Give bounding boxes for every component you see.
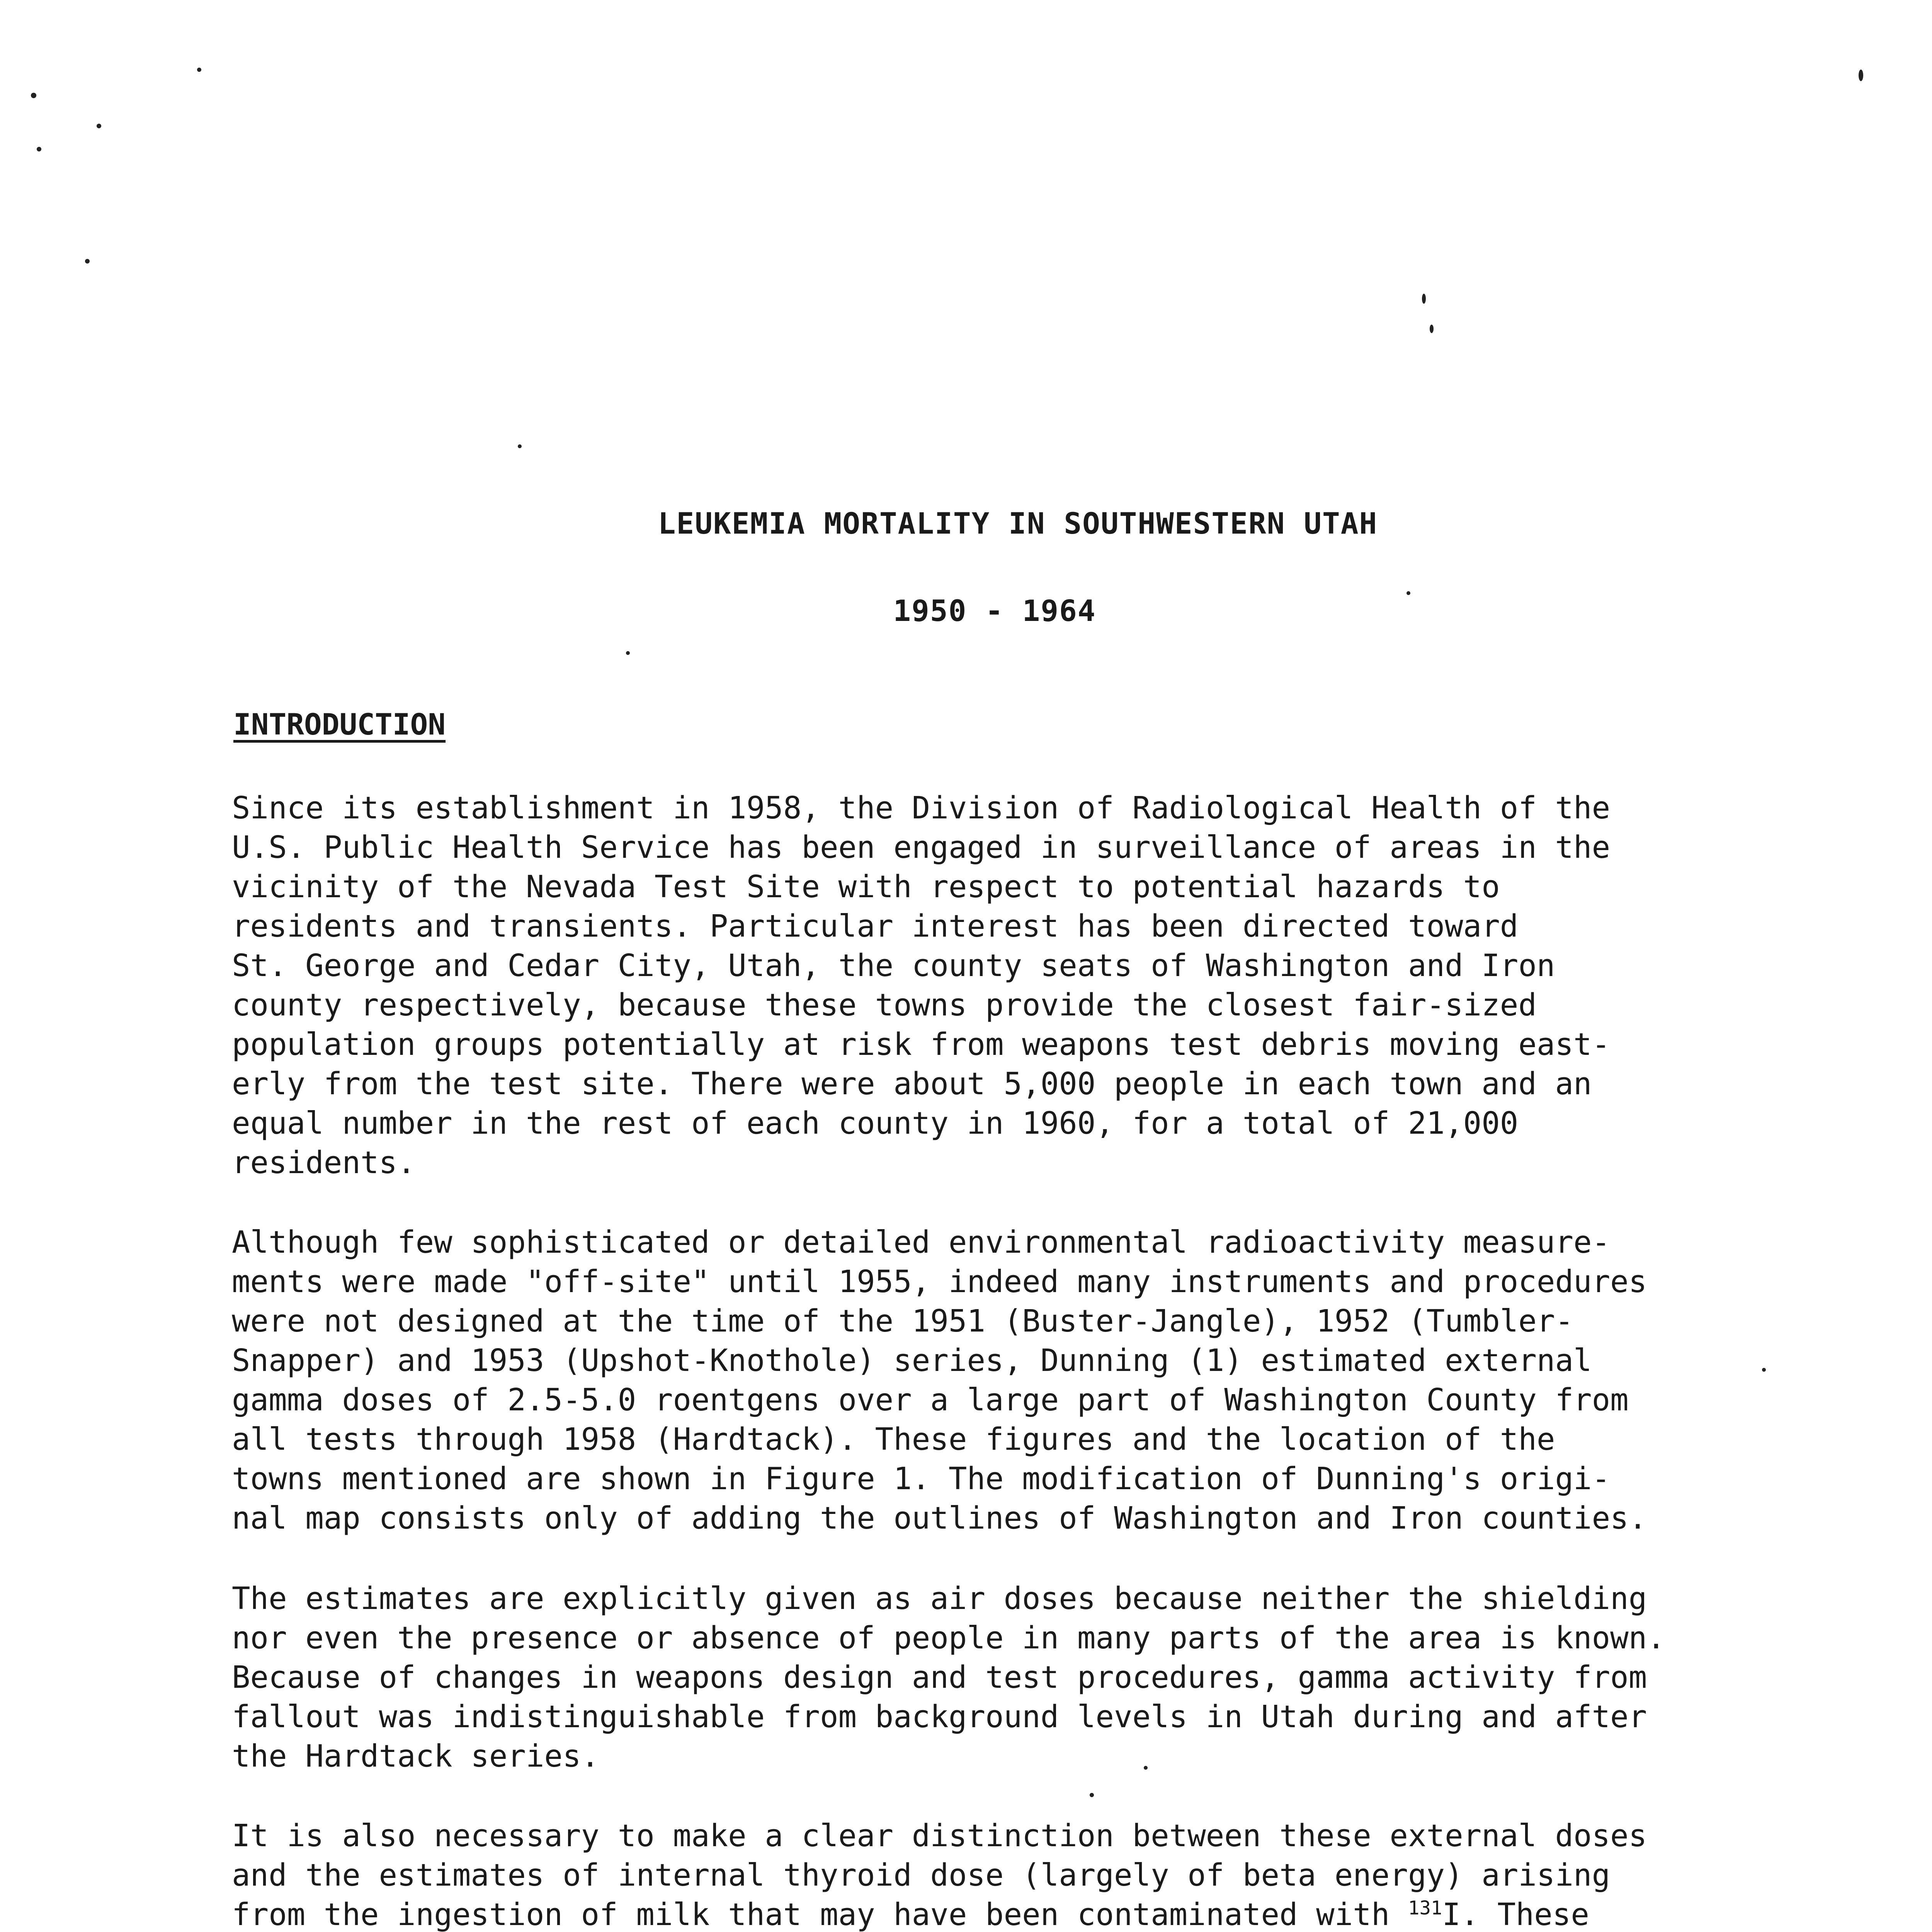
document-subtitle: 1950 - 1964 (893, 594, 1096, 628)
scan-speck (1090, 1793, 1094, 1797)
scan-speck (1422, 294, 1426, 304)
paragraph-3: The estimates are explicitly given as air doses because neither the shielding nor even the presence or absence of people in many parts of the area is known. Because of changes in weapons design and test procedures, gamma activity from fallout was indistinguishable from background levels in Utah during and after the Hardtack series. (232, 1581, 1665, 1774)
paragraph-4 (232, 1816, 1816, 1932)
document-title: LEUKEMIA MORTALITY IN SOUTHWESTERN UTAH (658, 506, 1378, 541)
iodine-mass-number: 131 (1408, 1897, 1442, 1919)
scan-speck (1762, 1368, 1766, 1372)
scan-speck (197, 68, 201, 72)
scan-speck (97, 124, 101, 128)
paragraph-4-lead: It is also necessary to make a clear distinction between these external doses and the estimates of internal thyroid dose (largely of beta energy) arising from the ingestion of milk that may have been contaminated with (232, 1818, 1647, 1932)
section-heading-introduction: INTRODUCTION (233, 707, 446, 742)
paragraph-4-after-isotope: These (1497, 1897, 1589, 1932)
iodine-symbol: I. (1442, 1897, 1479, 1932)
scan-speck (1430, 325, 1434, 333)
scan-speck (518, 444, 522, 448)
scan-speck (31, 93, 36, 98)
paragraph-2: Although few sophisticated or detailed environmental radioactivity measure- ments were made "off-site" until 1955, indeed many instruments and procedures were not designed at the time of the 1951 (Buster-Jangle), 1952 (Tumbler- Snapper) and 1953 (Upshot-Knothole) series, Dunning (1) estimated external gamma doses of 2.5-5.0 roentgens over a large part of Washington County from all tests through 1958 (Hardtack). These figures and the location of the towns mentioned are shown in Figure 1. The modification of Dunning's origi- nal map consists only of adding the outlines of Washington and Iron counties. (232, 1225, 1647, 1536)
scan-speck (1859, 70, 1863, 81)
scan-speck (85, 259, 90, 264)
scan-speck (37, 147, 41, 151)
scan-speck (626, 651, 630, 655)
scan-speck (1406, 591, 1410, 595)
paragraph-1: Since its establishment in 1958, the Division of Radiological Health of the U.S. Public Health Service has been engaged in surveillance of areas in the vicinity of the Nevada Test Site with respect to potential hazards to residents and transients. Particular interest has been directed toward St. George and Cedar City, Utah, the county seats of Washington and Iron county respectively, because these towns provide the closest fair-sized population groups potentially at risk from weapons test debris moving east- erly from the test site. There were about 5,000 people in each town and an equal number in the rest of each county in 1960, for a total of 21,000 residents. (232, 790, 1611, 1180)
scan-speck (1144, 1766, 1148, 1770)
